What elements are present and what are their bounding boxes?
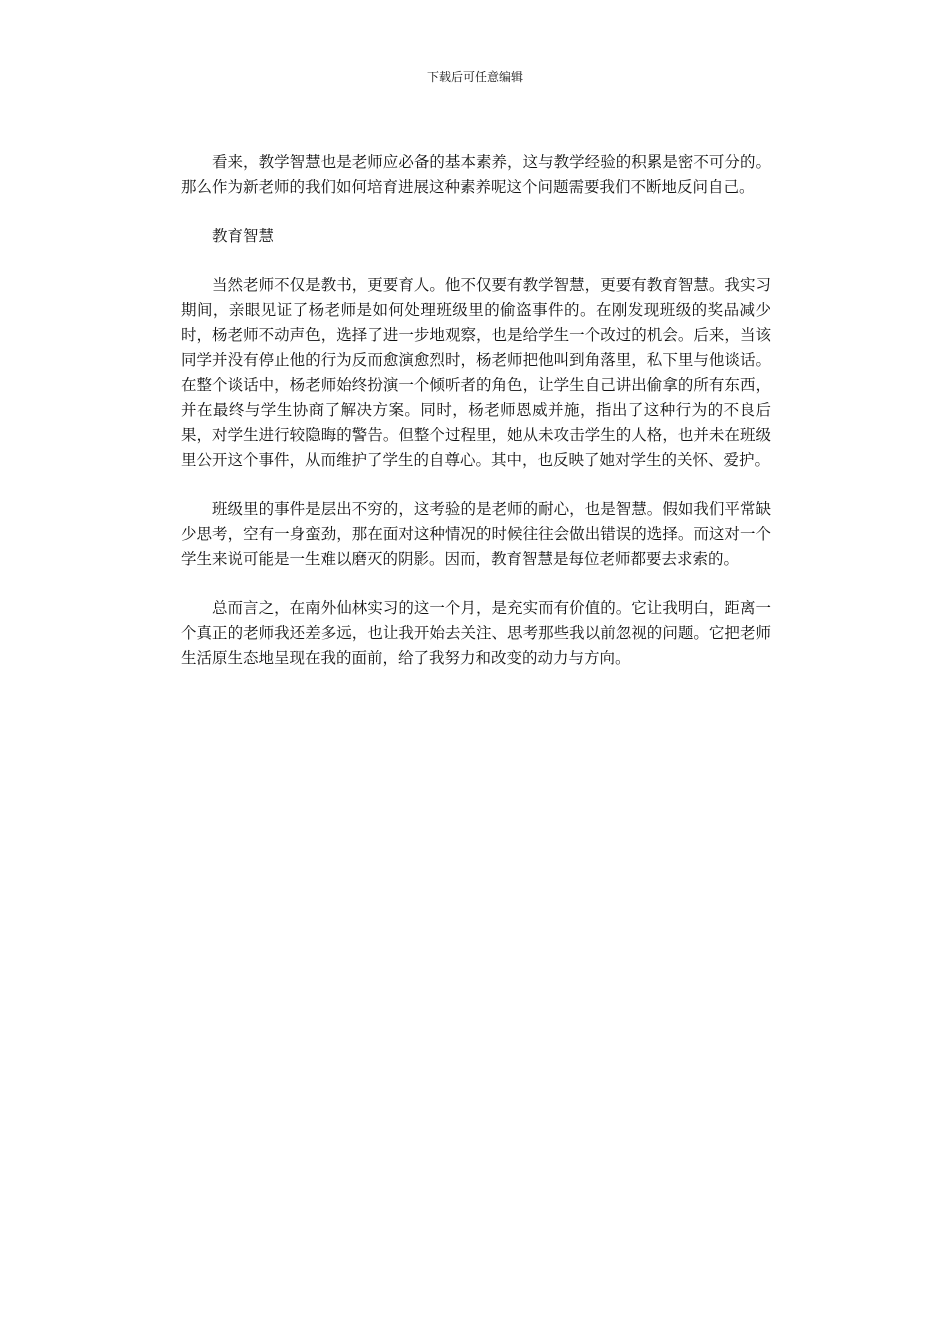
section-heading: 教育智慧 (212, 227, 275, 245)
document-body (181, 150, 771, 695)
paragraph-conclusion: 总而言之，在南外仙林实习的这一个月，是充实而有价值的。它让我明白，距离一个真正的老师我还差多远，也让我开始去关注、思考那些我以前忽视的问题。它把老师生活原生态地呈现在我的面前，给了我努力和改变的动力与方向。 (181, 599, 771, 667)
paragraph-teaching-wisdom: 看来，教学智慧也是老师应必备的基本素养，这与教学经验的积累是密不可分的。那么作为新老师的我们如何培育进展这种素养呢这个问题需要我们不断地反问自己。 (181, 153, 771, 196)
paragraph-theft-incident: 当然老师不仅是教书，更要育人。他不仅要有教学智慧，更要有教育智慧。我实习期间，亲眼见证了杨老师是如何处理班级里的偷盗事件的。在刚发现班级的奖品减少时，杨老师不动声色，选择了进一步地观察，也是给学生一个改过的机会。后来，当该同学并没有停止他的行为反而愈演愈烈时，杨老师把他叫到角落里，私下里与他谈话。在整个谈话中，杨老师始终扮演一个倾听者的角色，让学生自己讲出偷拿的所有东西，并在最终与学生协商了解决方案。同时，杨老师恩威并施，指出了这种行为的不良后果，对学生进行较隐晦的警告。但整个过程里，她从未攻击学生的人格，也并未在班级里公开这个事件，从而维护了学生的自尊心。其中，也反映了她对学生的关怀、爱护。 (181, 276, 771, 469)
page-header: 下载后可任意编辑 (426, 70, 523, 84)
paragraph-class-events: 班级里的事件是层出不穷的，这考验的是老师的耐心，也是智慧。假如我们平常缺少思考，空有一身蛮劲，那在面对这种情况的时候往往会做出错误的选择。而这对一个学生来说可能是一生难以磨灭的阴影。因而，教育智慧是每位老师都要去求索的。 (181, 500, 771, 568)
